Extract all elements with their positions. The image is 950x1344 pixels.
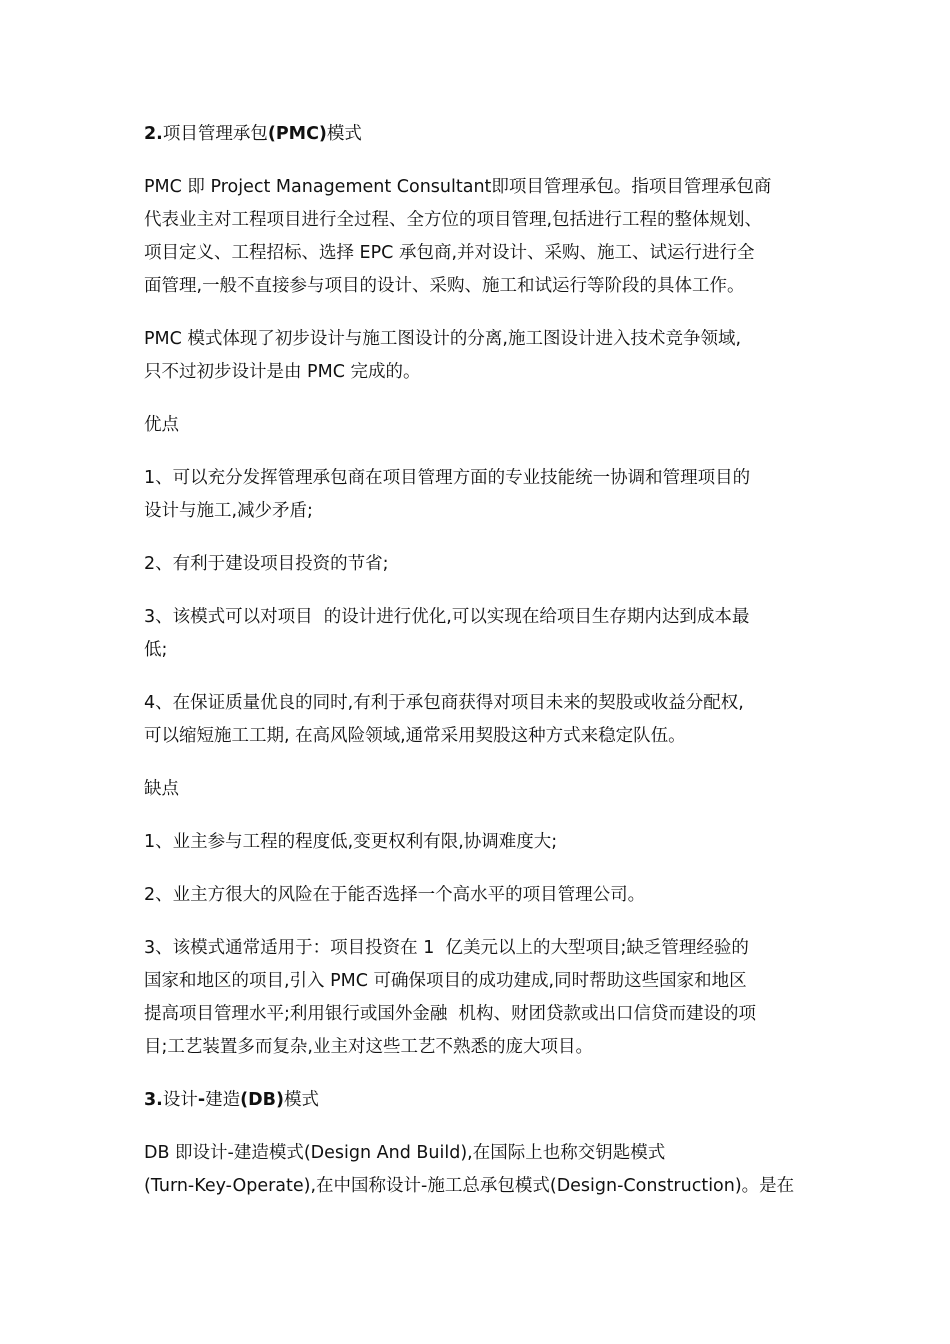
document-page	[144, 118, 816, 1203]
text-line: 3、该模式通常适用于：项目投资在 1 亿美元以上的大型项目;缺乏管理经验的	[144, 938, 749, 958]
text-line: 提高项目管理水平;利用银行或国外金融 机构、财团贷款或出口信贷而建设的项	[144, 1004, 757, 1024]
text-line: 2、业主方很大的风险在于能否选择一个高水平的项目管理公司。	[144, 885, 646, 905]
advantage-item-1	[144, 462, 816, 528]
advantages-label	[144, 409, 816, 442]
text-line: 低;	[144, 640, 168, 660]
text-line: 优点	[144, 415, 179, 435]
text-line: 国家和地区的项目,引入 PMC 可确保项目的成功建成,同时帮助这些国家和地区	[144, 971, 747, 991]
text-line: DB 即设计-建造模式(Design And Build),在国际上也称交钥匙模式	[144, 1143, 666, 1163]
text-line: 项目定义、工程招标、选择 EPC 承包商,并对设计、采购、施工、试运行进行全	[144, 243, 755, 263]
text-line: 只不过初步设计是由 PMC 完成的。	[144, 362, 421, 382]
disadvantage-item-3	[144, 932, 816, 1064]
advantage-item-2	[144, 548, 816, 581]
advantage-item-4	[144, 687, 816, 753]
heading-dash: -	[197, 1090, 206, 1110]
text-line: 面管理,一般不直接参与项目的设计、采购、施工和试运行等阶段的具体工作。	[144, 276, 745, 296]
text-line: 目;工艺装置多而复杂,业主对这些工艺不熟悉的庞大项目。	[144, 1037, 593, 1057]
text-line: 3、该模式可以对项目 的设计进行优化,可以实现在给项目生存期内达到成本最	[144, 607, 750, 627]
text-line: 2、有利于建设项目投资的节省;	[144, 554, 389, 574]
heading-text: 建造	[205, 1090, 241, 1110]
disadvantage-item-1	[144, 826, 816, 859]
text-line: 设计与施工,减少矛盾;	[144, 501, 313, 521]
section-heading-db	[144, 1084, 816, 1117]
text-line: 4、在保证质量优良的同时,有利于承包商获得对项目未来的契股或收益分配权,	[144, 693, 744, 713]
advantage-item-3	[144, 601, 816, 667]
text-line: 1、可以充分发挥管理承包商在项目管理方面的专业技能统一协调和管理项目的	[144, 468, 751, 488]
heading-acronym: (DB)	[240, 1090, 284, 1110]
text-line: PMC 模式体现了初步设计与施工图设计的分离,施工图设计进入技术竞争领域,	[144, 329, 742, 349]
heading-number: 3.	[144, 1090, 163, 1110]
heading-acronym: (PMC)	[267, 124, 327, 144]
disadvantage-item-2	[144, 879, 816, 912]
disadvantages-label	[144, 773, 816, 806]
paragraph-db-definition	[144, 1137, 816, 1203]
section-heading-pmc	[144, 118, 816, 151]
text-line: 代表业主对工程项目进行全过程、全方位的项目管理,包括进行工程的整体规划、	[144, 210, 763, 230]
text-line: 1、业主参与工程的程度低,变更权利有限,协调难度大;	[144, 832, 558, 852]
paragraph-pmc-separation	[144, 323, 816, 389]
text-line: 可以缩短施工工期, 在高风险领域,通常采用契股这种方式来稳定队伍。	[144, 726, 686, 746]
text-line: PMC 即 Project Management Consultant即项目管理承包。指项目管理承包商	[144, 177, 772, 197]
heading-suffix: 模式	[283, 1090, 319, 1110]
paragraph-pmc-definition	[144, 171, 816, 303]
heading-suffix: 模式	[326, 124, 362, 144]
text-line: 缺点	[144, 779, 179, 799]
heading-text: 项目管理承包	[162, 124, 268, 144]
heading-number: 2.	[144, 124, 163, 144]
text-line: (Turn-Key-Operate),在中国称设计-施工总承包模式(Design-Construction)。是在	[144, 1176, 795, 1196]
heading-text: 设计	[162, 1090, 198, 1110]
